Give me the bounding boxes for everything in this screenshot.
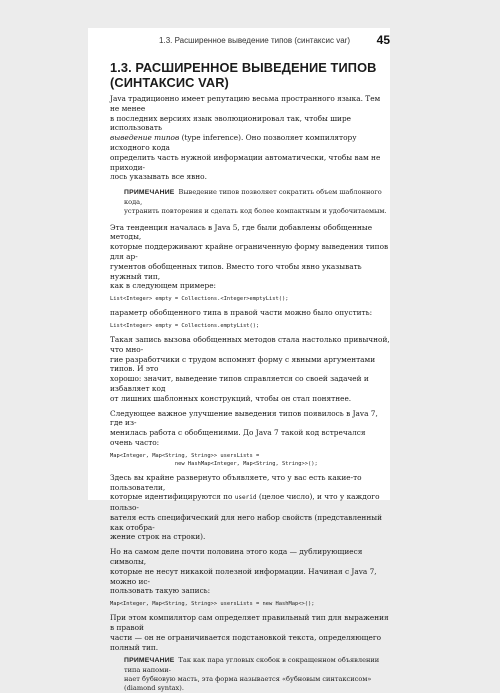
text-line: (type inference). Оно позволяет компилятору исходного кода: [110, 133, 357, 152]
text-line: лось указывать все явно.: [110, 172, 207, 182]
paragraph-generics: [110, 223, 390, 292]
section-heading-line1: 1.3. РАСШИРЕННОЕ ВЫВЕДЕНИЕ ТИПОВ: [110, 60, 377, 75]
code-snippet: List<Integer> empty = Collections.<Integer>emptyList();: [110, 296, 289, 303]
text-line: гументов обобщенных типов. Вместо того чтобы явно указывать нужный тип,: [110, 261, 362, 281]
page-number: 45: [376, 33, 390, 47]
note-label: ПРИМЕЧАНИЕ: [124, 189, 175, 197]
section-heading-line2: (СИНТАКСИС VAR): [110, 75, 229, 90]
text-line: части — он не ограничивается подстановкой текста, определяющего полный тип.: [110, 632, 382, 652]
term-emphasis: выведение типов: [110, 133, 180, 143]
text-line: (целое число), и что у каждого пользо-: [110, 492, 380, 513]
book-page: [88, 28, 390, 692]
code-snippet: Map<Integer, Map<String, String>> usersLists = new HashMap<>();: [110, 601, 315, 608]
paragraph-verbose-declaration: [110, 473, 390, 543]
section-heading: [110, 60, 390, 90]
note-box: [124, 656, 390, 692]
note-text: нает бубновую масть, эта форма называется «бубновым синтаксисом» (diamond syntax).: [124, 675, 372, 692]
text-line: Следующее важное улучшение выведения типов появилось в Java 7, где из-: [110, 408, 378, 428]
body-text: [110, 94, 390, 693]
text-line: Эта тенденция началась в Java 5, где были добавлены обобщенные методы,: [110, 222, 373, 242]
paragraph-compiler-infers: [110, 613, 390, 652]
running-head: [88, 34, 390, 46]
note-text: устранить повторения и сделать код более компактным и удобочитаемым.: [124, 206, 387, 215]
paragraph-omit-type: параметр обобщенного типа в правой части можно было опустить:: [110, 308, 373, 318]
text-line: Такая запись вызова обобщенных методов стала настолько привычной, что мно-: [110, 334, 390, 354]
note-label: ПРИМЕЧАНИЕ: [124, 657, 175, 665]
text-line: жение строк на строки).: [110, 532, 206, 542]
page-content: [110, 60, 390, 693]
text-line: Но на самом деле почти половина этого кода — дублирующиеся символы,: [110, 547, 363, 567]
running-head-title: 1.3. Расширенное выведение типов (синтаксис var): [159, 36, 350, 45]
text-line: хорошо: значит, выведение типов справляется со своей задачей и избавляет код: [110, 374, 369, 393]
text-line: как в следующем примере:: [110, 281, 217, 291]
code-snippet: [110, 452, 390, 468]
code-line: Map<Integer, Map<String, String>> usersLists =: [110, 452, 260, 459]
text-line: в последних версиях язык эволюционировал так, чтобы шире использовать: [110, 113, 351, 133]
text-line: вателя есть специфический для него набор свойств (представленный как отобра-: [110, 512, 382, 532]
paragraph-java7: [110, 409, 390, 448]
note-text: Так как пара угловых скобок в сокращенном объявлении типа напоми-: [124, 656, 380, 675]
inline-code: userid: [234, 494, 257, 502]
text-line: пользовать такую запись:: [110, 586, 211, 596]
paragraph-explicit-forms: [110, 335, 390, 404]
note-box: [124, 188, 390, 215]
text-line: от лишних шаблонных конструкций, чтобы он стал понятнее.: [110, 393, 352, 403]
text-line: определить часть нужной информации автоматически, чтобы вам не приходи-: [110, 152, 381, 172]
code-line: new HashMap<Integer, Map<String, String>>();: [110, 460, 318, 467]
text-line: При этом компилятор сам определяет правильный тип для выражения в правой: [110, 613, 389, 633]
text-line: Здесь вы крайне развернуто объявляете, что у вас есть какие-то пользователи,: [110, 472, 362, 492]
note-text: Выведение типов позволяет сократить объем шаблонного кода,: [124, 188, 382, 206]
paragraph-duplication: [110, 547, 390, 596]
text-line: менилась работа с обобщениями. До Java 7 такой код встречался очень часто:: [110, 428, 366, 447]
text-line: Java традиционно имеет репутацию весьма пространного языка. Тем не менее: [110, 94, 381, 113]
text-line: которые поддерживают крайне ограниченную форму выведения типов для ар-: [110, 242, 389, 261]
paragraph-intro: [110, 94, 390, 182]
text-line: гие разработчики с трудом вспомнят форму с явными аргументами типов. И это: [110, 354, 376, 374]
text-line: которые идентифицируются по: [110, 492, 235, 502]
code-snippet: List<Integer> empty = Collections.emptyList();: [110, 322, 260, 329]
text-line: которые не несут никакой полезной информации. Начиная с Java 7, можно ис-: [110, 566, 377, 586]
